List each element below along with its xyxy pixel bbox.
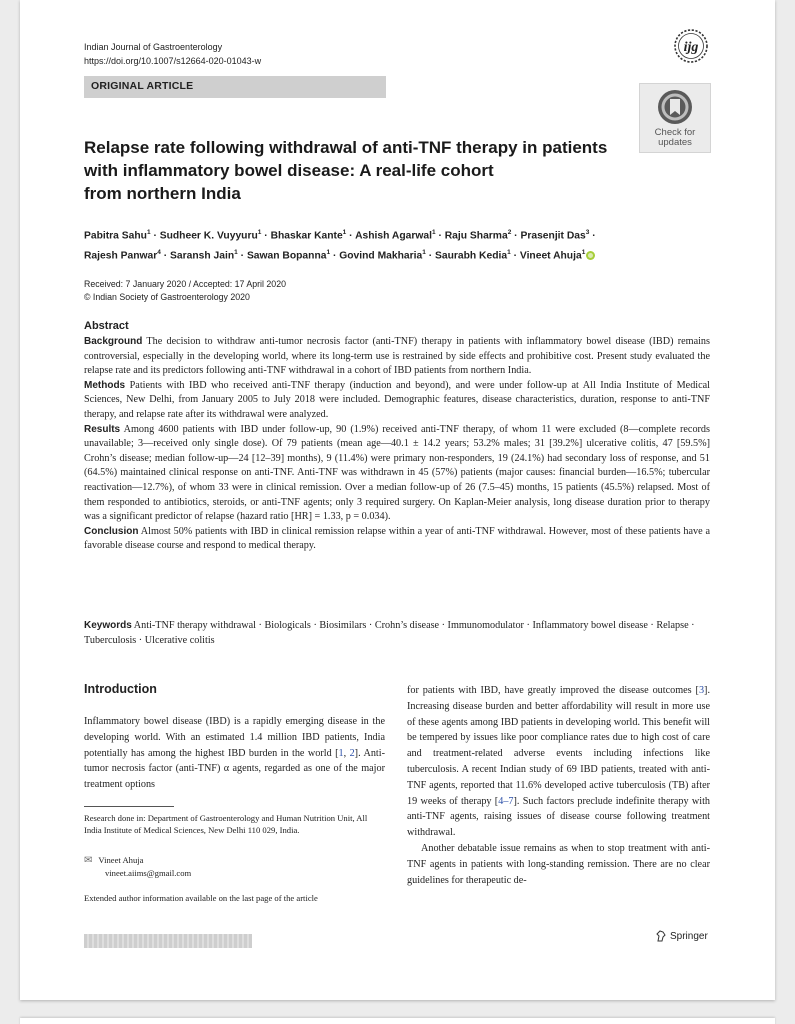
- article-type-banner: ORIGINAL ARTICLE: [84, 76, 386, 98]
- intro-text: ]. Such factors preclude indefinite therapy with anti-TNF agents, raising issues of disease course following treatment withdrawal.: [407, 795, 710, 839]
- correspondence-email[interactable]: vineet.aiims@gmail.com: [105, 868, 192, 878]
- abstract-methods: [84, 379, 710, 423]
- author-affiliation: 4: [157, 249, 161, 257]
- abstract-background-text: The decision to withdraw anti-tumor necrosis factor (anti-TNF) therapy in patients with inflammatory bowel disease (IBD) remains controversial, especially in the developing world, where its long-term use is restrained by side effects and prohibitive cost. Present study evaluated the relapse rate and its predictors following anti-TNF withdrawal in a cohort of IBD patients from northern India.: [84, 336, 710, 377]
- ijg-logo-text: ijg: [683, 40, 699, 55]
- abstract-conclusion: [84, 525, 710, 554]
- copyright-line: © Indian Society of Gastroenterology 2020: [84, 292, 250, 302]
- journal-header: [84, 40, 261, 68]
- title-line-3: from northern India: [84, 184, 241, 203]
- intro-text: ]. Increasing disease burden and better affordability will result in more use of these agents among IBD patients in developing world. This benefit will be tempered by issues like poor compliance rates due to high cost of care and treatment-related adverse events including infections like tuberculosis. A recent Indian study of 69 IBD patients, treated with anti-TNF agents, reported that 11.6% developed active tuberculosis (TB) after 19 weeks of therapy [: [407, 685, 710, 807]
- author-affiliation: 1: [507, 249, 511, 257]
- abstract-body: [84, 335, 710, 554]
- correspondence: [84, 854, 191, 879]
- publisher-logo: [656, 930, 708, 942]
- citation-link[interactable]: 1: [338, 747, 344, 759]
- author-affiliation: 1: [326, 249, 331, 257]
- keywords-label: Keywords: [84, 620, 132, 631]
- intro-text: ]. Anti-tumor necrosis factor (anti-TNF) α agents, regarded as one of the major treatment options: [84, 747, 385, 791]
- abstract-background-label: Background: [84, 336, 143, 347]
- orcid-icon[interactable]: [586, 251, 595, 260]
- keywords-text: Anti-TNF therapy withdrawal · Biologicals · Biosimilars · Crohn’s disease · Immunomodulator · Inflammatory bowel disease · Relapse · Tuberculosis · Ulcerative colitis: [84, 620, 695, 646]
- envelope-icon: ✉: [84, 855, 93, 866]
- author-name[interactable]: Sudheer K. Vuyyuru: [159, 230, 258, 242]
- introduction-heading: Introduction: [84, 682, 157, 696]
- author-name[interactable]: Rajesh Panwar: [84, 250, 158, 262]
- abstract-conclusion-text: Almost 50% patients with IBD in clinical remission relapse within a year of anti-TNF withdrawal. However, most of these patients have a favorable disease course and respond to medical therapy.: [84, 525, 710, 552]
- ijg-logo-icon: [672, 28, 710, 64]
- abstract-conclusion-label: Conclusion: [84, 525, 139, 537]
- abstract-methods-text: Patients with IBD who received anti-TNF therapy (induction and beyond), and were under follow-up at All India Institute of Medical Sciences, New Delhi, from January 2005 to July 2018 were included. Demographic features, disease characteristics, duration, response to anti-TNF therapy, and relapse rate after its withdrawal were analyzed.: [84, 379, 710, 420]
- author-name[interactable]: Ashish Agarwal: [355, 230, 432, 242]
- check-for-updates-button[interactable]: [639, 83, 711, 153]
- author-affiliation: 1: [342, 229, 347, 236]
- citation-link[interactable]: 4–7: [498, 795, 514, 807]
- abstract-background: [84, 335, 710, 379]
- title-line-1: Relapse rate following withdrawal of anti-TNF therapy in patients: [84, 138, 608, 157]
- author-name[interactable]: Govind Makharia: [339, 250, 423, 262]
- author-name[interactable]: Saransh Jain: [170, 250, 235, 262]
- journal-name: Indian Journal of Gastroenterology: [84, 42, 223, 52]
- keywords: [84, 618, 710, 648]
- author-name[interactable]: Raju Sharma: [444, 230, 508, 242]
- abstract-heading: Abstract: [84, 320, 129, 332]
- intro-paragraph: [407, 683, 710, 841]
- extended-author-info: Extended author information available on the last page of the article: [84, 893, 318, 903]
- author-affiliation: 1: [257, 229, 262, 236]
- author-name[interactable]: Bhaskar Kante: [270, 230, 343, 242]
- author-affiliation: 1: [581, 249, 586, 257]
- springer-horse-icon: [656, 930, 667, 942]
- intro-paragraph: Another debatable issue remains as when to stop treatment with anti-TNF agents in patients with long-standing remission. There are no clear guidelines for therapeutic de-: [407, 842, 710, 886]
- abstract-results-label: Results: [84, 423, 121, 435]
- doi-link[interactable]: https://doi.org/10.1007/s12664-020-01043-w: [84, 56, 262, 66]
- intro-paragraph: [84, 714, 385, 793]
- check-updates-line2: updates: [658, 137, 692, 148]
- received-accepted-dates: Received: 7 January 2020 / Accepted: 17 April 2020: [84, 279, 286, 289]
- intro-left-column: [84, 714, 385, 793]
- author-affiliation: 1: [234, 249, 238, 257]
- title-line-2: with inflammatory bowel disease: A real-life cohort: [84, 161, 494, 180]
- author-name[interactable]: Sawan Bopanna: [246, 250, 327, 262]
- article-title: [84, 136, 624, 205]
- author-affiliation: 2: [507, 229, 512, 236]
- next-page-edge: [20, 1018, 775, 1024]
- intro-right-column: [407, 683, 710, 888]
- check-updates-icon: [656, 88, 694, 126]
- intro-text: for patients with IBD, have greatly improved the disease outcomes [: [407, 685, 699, 696]
- author-name[interactable]: Prasenjit Das: [520, 230, 586, 242]
- citation-link[interactable]: 2: [349, 747, 355, 759]
- author-name[interactable]: Saurabh Kedia: [435, 250, 508, 262]
- author-name[interactable]: Vineet Ahuja: [519, 250, 582, 262]
- footnote-divider: [84, 806, 174, 807]
- article-dates: [84, 278, 286, 304]
- correspondence-name: Vineet Ahuja: [98, 855, 144, 865]
- check-updates-line1: Check for: [654, 127, 696, 138]
- research-footnote: Research done in: Department of Gastroenterology and Human Nutrition Unit, All India Institute of Medical Sciences, New Delhi 110 029, India.: [84, 813, 368, 835]
- author-affiliation: 3: [585, 229, 590, 236]
- intro-text: Inflammatory bowel disease (IBD) is a rapidly emerging disease in the developing world. With an estimated 1.4 million IBD patients, India potentially has among the highest IBD burden in the world [: [84, 716, 385, 759]
- citation-link[interactable]: 3: [698, 685, 705, 696]
- article-page: [20, 0, 775, 1000]
- author-list: Pabitra Sahu$^1$ · Sudheer K. Vuyyuru$^1$ · Bhaskar Kante$^1$ · Ashish Agarwal$^1$ · Raju Sharma$^2$ · Prasenjit Das$^3$ · Rajesh Panwar$^4$ · Saransh Jain$^1$ · Sawan Bopanna$^1$ · Govind Makharia$^1$ · Saurabh Kedia$^1$ · Vineet Ahuja$^1$: [84, 229, 596, 262]
- author-name[interactable]: Pabitra Sahu: [84, 230, 147, 242]
- author-affiliation: 1: [146, 229, 151, 236]
- abstract-results-text: Among 4600 patients with IBD under follow-up, 90 (1.9%) received anti-TNF therapy, of whom 11 were excluded (8—complete records unavailable; 3—received only single dose). Of 79 patients (mean age—40.1 ± 14.2 years; 53.2% males; 31 [39.2%] ulcerative colitis, 47 [59.5%] Crohn’s disease; median follow-up—24 [12–39] months), 9 (11.4%) were primary non-responders, 19 (24.1%) had secondary loss of response, and 51 (64.5%) maintained clinical response on anti-TNF. Anti-TNF was withdrawn in 45 (57%) patients (major causes: financial burden—16.5%; tubercular reactivation—12.7%), of whom 33 were in clinical remission. Over a median follow-up of 26 (7.5–45) months, 15 patients (45.5%) relapsed. Most of them responded to antibiotics, steroids, or anti-TNF agents; only 3 required surgery. On Kaplan-Meier analysis, long disease duration prior to therapy was a significant predictor of relapse (hazard ratio [HR] = 1.33, p = 0.034).: [84, 423, 710, 523]
- author-affiliation: 1: [431, 229, 436, 236]
- citation-separator: ,: [343, 747, 350, 759]
- publisher-name: Springer: [670, 930, 708, 942]
- abstract-methods-label: Methods: [84, 379, 126, 391]
- redacted-text-bar: [84, 934, 252, 948]
- abstract-results: [84, 423, 710, 525]
- author-affiliation: 1: [422, 249, 426, 257]
